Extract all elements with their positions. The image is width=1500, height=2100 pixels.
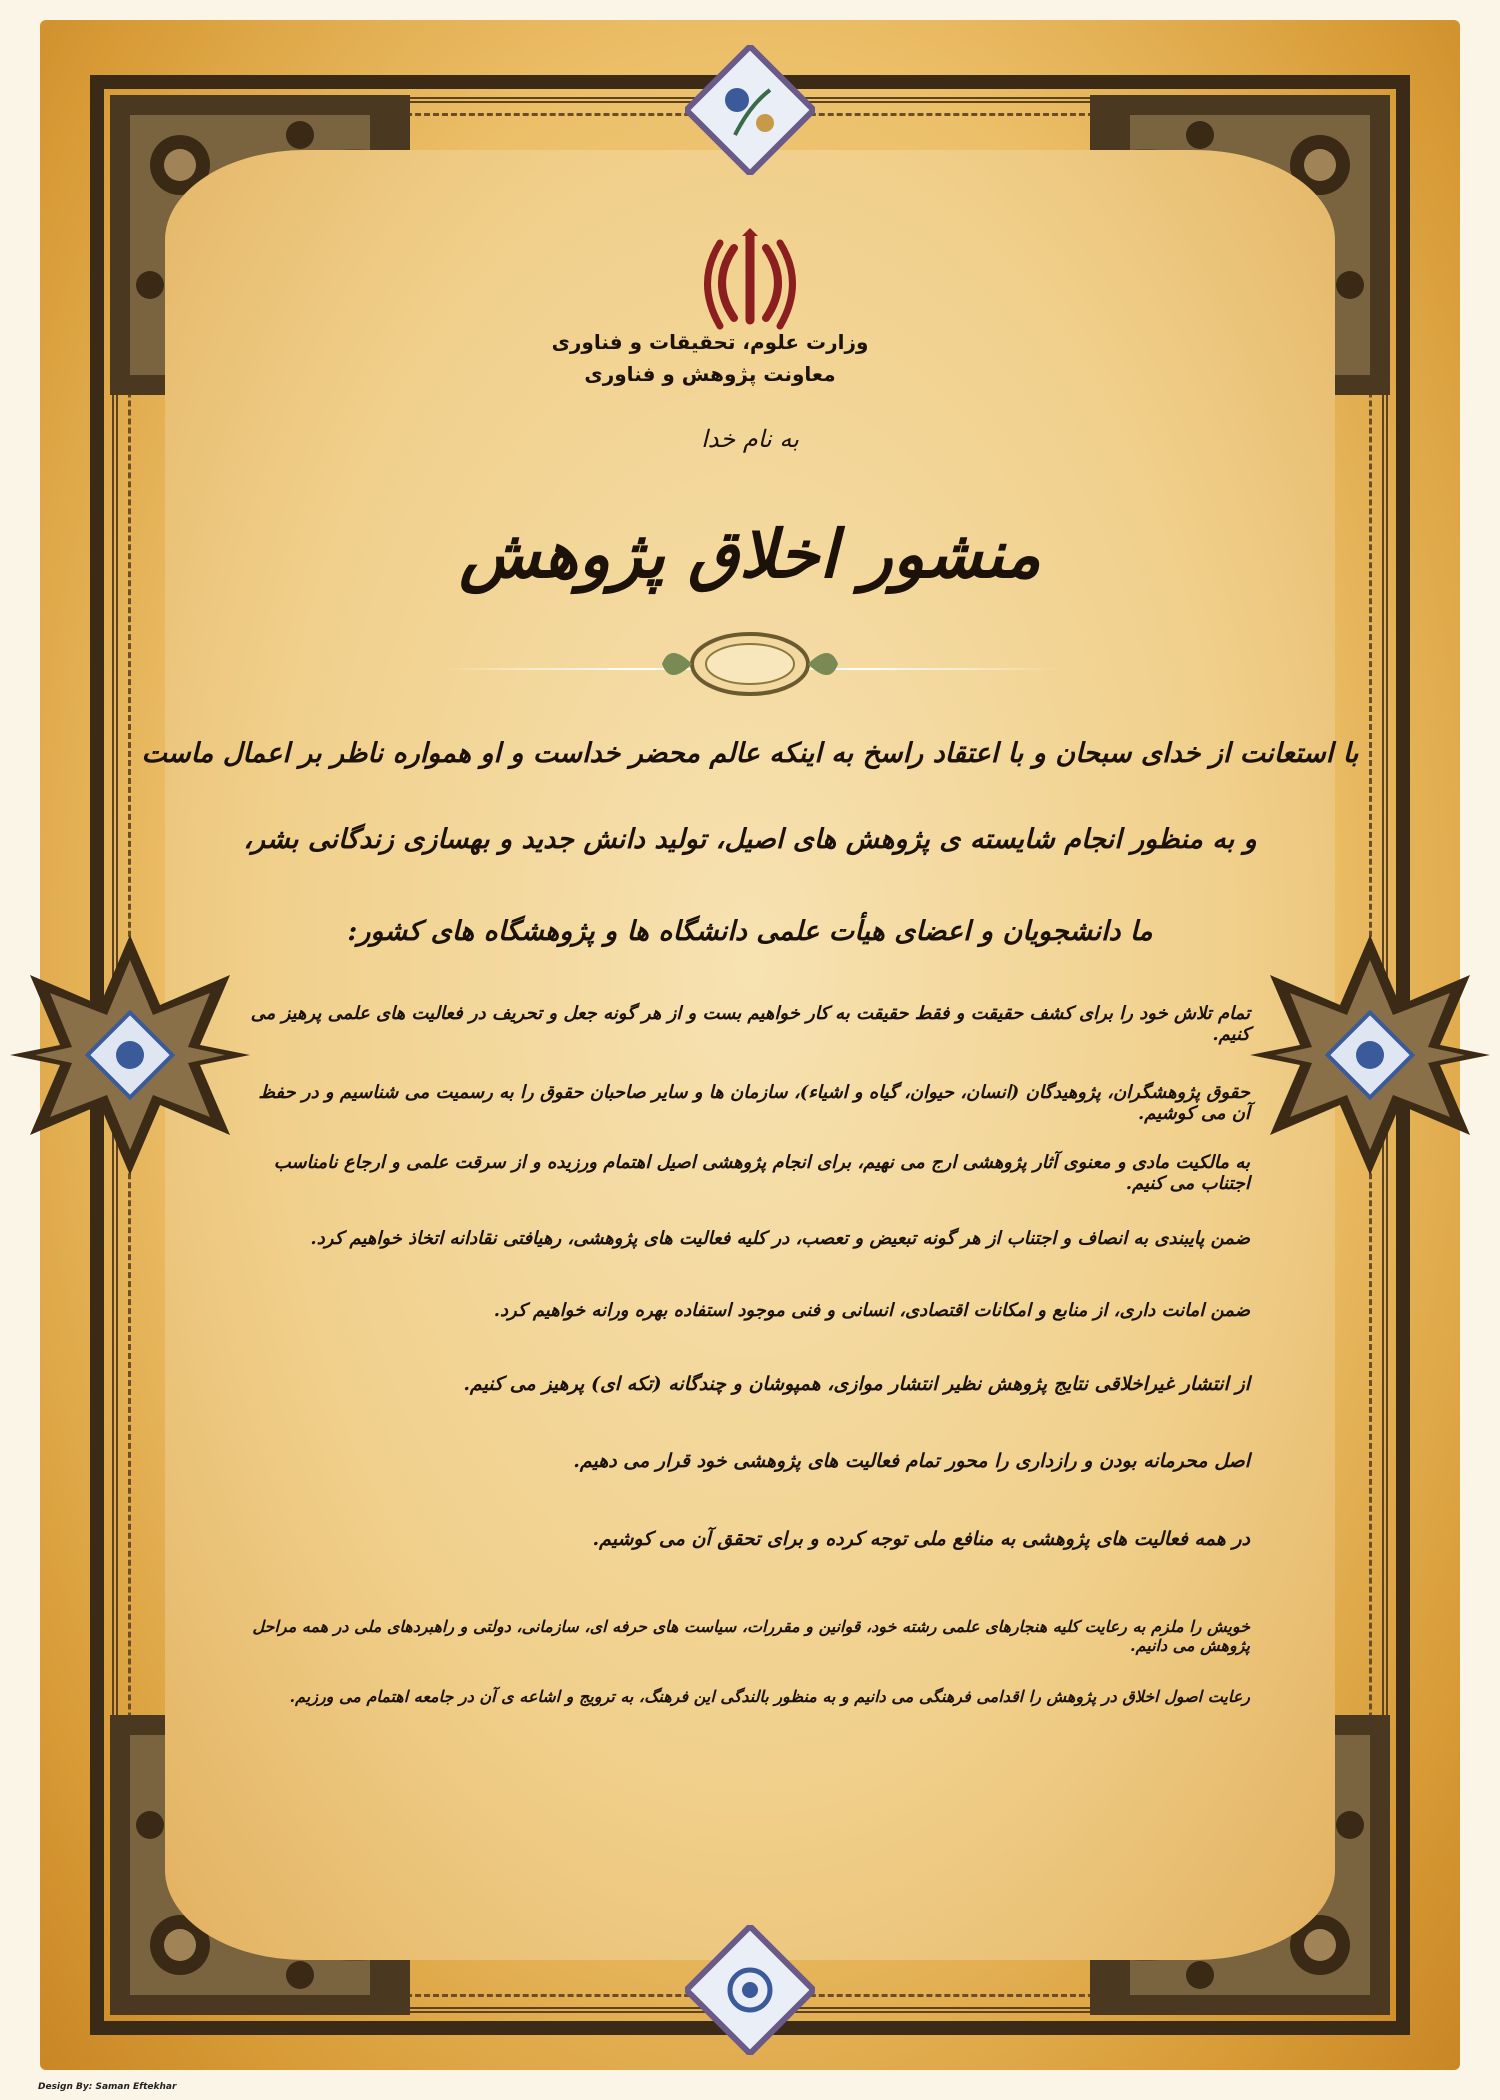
tile-ornament-icon — [685, 1925, 815, 2055]
principle-item: تمام تلاش خود را برای کشف حقیقت و فقط حقیقت به کار خواهیم بست و از هر گونه جعل و تحریف در فعالیت های علمی پرهیز می کنیم. — [250, 1003, 1250, 1045]
page-title: منشور اخلاق پژوهش — [459, 515, 1041, 593]
principle-item: از انتشار غیراخلاقی نتایج پژوهش نظیر انتشار موازی، همپوشان و چندگانه (تکه ای) پرهیز می کنیم. — [463, 1373, 1250, 1395]
basmala: به نام خدا — [701, 425, 799, 453]
principle-item: اصل محرمانه بودن و رازداری را محور تمام فعالیت های پژوهشی خود قرار می دهیم. — [573, 1450, 1250, 1472]
principle-item: خویش را ملزم به رعایت کلیه هنجارهای علمی رشته خود، قوانین و مقررات، سیاست های حرفه ای، سازمانی، دولتی و راهبردهای ملی در همه مراحل پژوهش می دانیم. — [252, 1617, 1250, 1655]
intro-line: با استعانت از خدای سبحان و با اعتقاد راسخ به اینکه عالم محضر خداست و او همواره ناظر بر اعمال ماست — [141, 738, 1359, 769]
principle-item: رعایت اصول اخلاق در پژوهش را اقدامی فرهنگی می دانیم و به منظور بالندگی این فرهنگ، به ترویج و اشاعه ی آن در جامعه اهتمام می ورزیم. — [289, 1687, 1250, 1706]
designer-credit: Design By: Saman Eftekhar — [38, 2082, 177, 2092]
scroll-divider-icon — [660, 622, 840, 707]
deputy-name: معاونت پژوهش و فناوری — [584, 362, 836, 386]
principle-item: ضمن پایبندی به انصاف و اجتناب از هر گونه تبعیض و تعصب، در کلیه فعالیت های پژوهشی، رهیافتی نقادانه اتخاذ خواهیم کرد. — [310, 1228, 1250, 1249]
principle-item: ضمن امانت داری، از منابع و امکانات اقتصادی، انسانی و فنی موجود استفاده بهره ورانه خواهیم کرد. — [493, 1300, 1250, 1321]
intro-line: و به منظور انجام شایسته ی پژوهش های اصیل، تولید دانش جدید و بهسازی زندگانی بشر، — [243, 824, 1257, 855]
star-ornament-icon — [10, 935, 250, 1175]
intro-line: ما دانشجویان و اعضای هیأت علمی دانشگاه ها و پژوهشگاه های کشور: — [347, 916, 1153, 947]
principle-item: حقوق پژوهشگران، پژوهیدگان (انسان، حیوان، گیاه و اشیاء)، سازمان ها و سایر صاحبان حقوق را به رسمیت می شناسیم و در حفظ آن می کوشیم. — [258, 1082, 1250, 1124]
tile-ornament-icon — [685, 45, 815, 175]
iran-emblem-icon — [690, 228, 810, 338]
ministry-name: وزارت علوم، تحقیقات و فناوری — [551, 330, 869, 354]
principle-item: در همه فعالیت های پژوهشی به منافع ملی توجه کرده و برای تحقق آن می کوشیم. — [592, 1528, 1250, 1550]
star-ornament-icon — [1250, 935, 1490, 1175]
principle-item: به مالکیت مادی و معنوی آثار پژوهشی ارج می نهیم، برای انجام پژوهشی اصیل اهتمام ورزیده و از سرقت علمی و ارجاع نامناسب اجتناب می کنیم. — [273, 1152, 1250, 1194]
